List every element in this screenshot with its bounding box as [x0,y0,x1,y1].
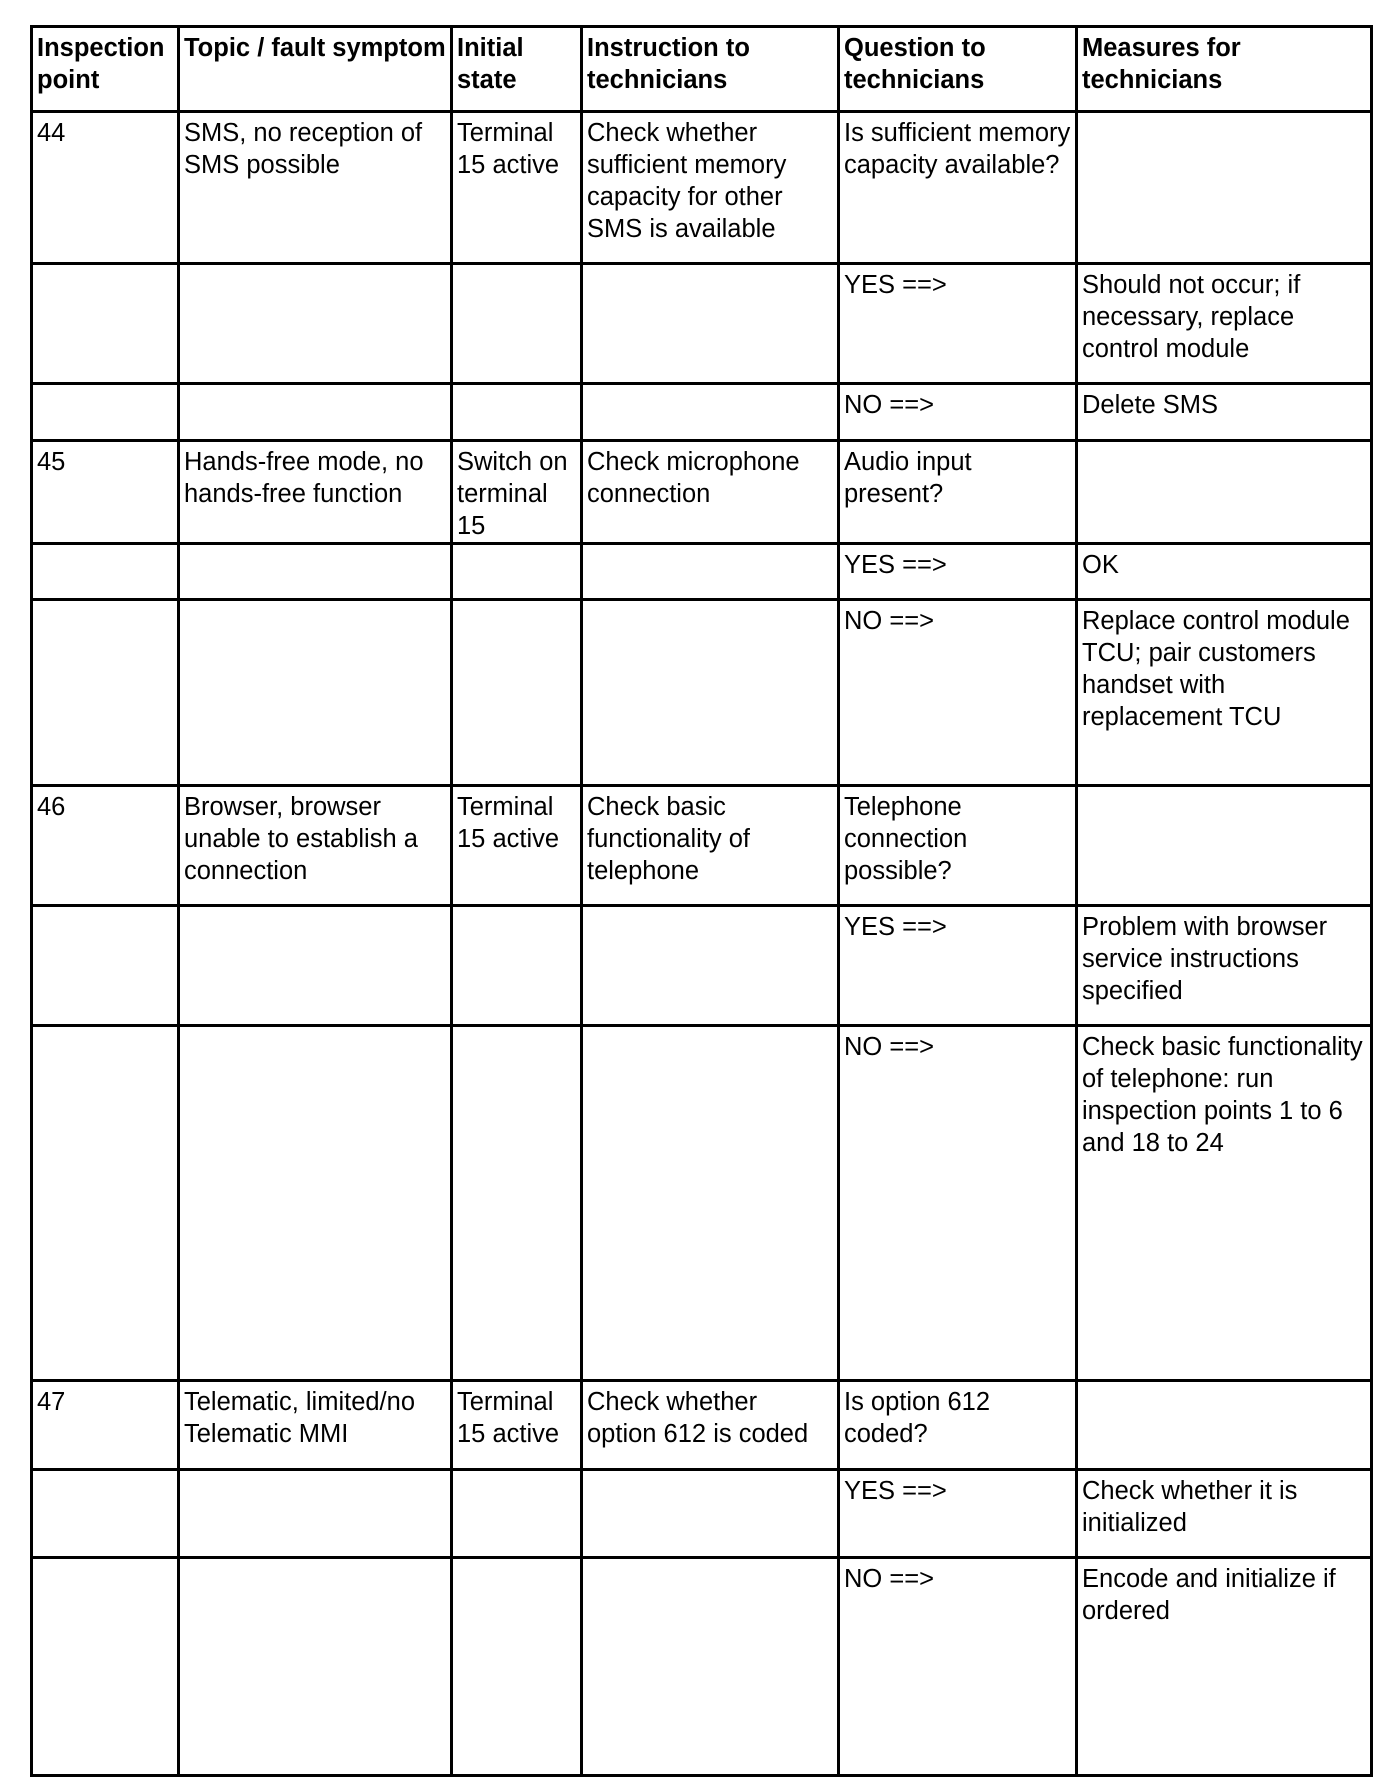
measure-cell [1077,786,1372,906]
table-row [32,1381,1372,1470]
table-row [32,600,1372,786]
measure-cell: Check whether it is initialized [1077,1470,1372,1558]
measure-cell [1077,441,1372,544]
empty-cell [32,384,179,441]
answer-no-cell: NO ==> [839,1026,1077,1381]
empty-cell [179,264,452,384]
empty-cell [582,906,839,1026]
header-initial-state: Initial state [452,27,582,112]
table-row [32,786,1372,906]
table-row [32,441,1372,544]
header-question: Question to technicians [839,27,1077,112]
inspection-point-cell: 47 [32,1381,179,1470]
empty-cell [32,1026,179,1381]
empty-cell [582,1026,839,1381]
answer-no-cell: NO ==> [839,384,1077,441]
measure-cell: OK [1077,544,1372,600]
empty-cell [32,264,179,384]
empty-cell [179,1470,452,1558]
page [30,25,1370,1777]
answer-no-cell: NO ==> [839,1558,1077,1776]
inspection-table [30,25,1373,1777]
answer-no-cell: NO ==> [839,600,1077,786]
instruction-cell: Check microphone connection [582,441,839,544]
header-row [32,27,1372,112]
measure-cell: Delete SMS [1077,384,1372,441]
empty-cell [582,544,839,600]
empty-cell [179,1026,452,1381]
inspection-point-cell: 44 [32,112,179,264]
measure-cell: Encode and initialize if ordered [1077,1558,1372,1776]
empty-cell [452,264,582,384]
empty-cell [452,1558,582,1776]
empty-cell [32,544,179,600]
empty-cell [452,1026,582,1381]
empty-cell [452,544,582,600]
measure-cell [1077,112,1372,264]
empty-cell [582,264,839,384]
empty-cell [582,1470,839,1558]
initial-state-cell: Terminal 15 active [452,1381,582,1470]
table-row [32,264,1372,384]
question-cell: Is option 612 coded? [839,1381,1077,1470]
table-row [32,112,1372,264]
question-cell: Telephone connection possible? [839,786,1077,906]
empty-cell [452,1470,582,1558]
measure-cell [1077,1381,1372,1470]
initial-state-cell: Terminal 15 active [452,786,582,906]
header-instruction: Instruction to technicians [582,27,839,112]
instruction-cell: Check whether sufficient memory capacity for other SMS is available [582,112,839,264]
topic-cell: Browser, browser unable to establish a connection [179,786,452,906]
empty-cell [452,906,582,1026]
empty-cell [179,906,452,1026]
answer-yes-cell: YES ==> [839,1470,1077,1558]
answer-yes-cell: YES ==> [839,906,1077,1026]
table-row [32,906,1372,1026]
table-row [32,1558,1372,1776]
question-cell: Audio input present? [839,441,1077,544]
instruction-cell: Check basic functionality of telephone [582,786,839,906]
instruction-cell: Check whether option 612 is coded [582,1381,839,1470]
empty-cell [179,384,452,441]
empty-cell [179,1558,452,1776]
empty-cell [179,600,452,786]
empty-cell [452,600,582,786]
measure-cell: Replace control module TCU; pair customers handset with replacement TCU [1077,600,1372,786]
table-row [32,1470,1372,1558]
initial-state-cell: Switch on terminal 15 [452,441,582,544]
empty-cell [452,384,582,441]
measure-cell: Problem with browser service instructions specified [1077,906,1372,1026]
inspection-point-cell: 46 [32,786,179,906]
empty-cell [32,1558,179,1776]
table-row [32,384,1372,441]
empty-cell [582,600,839,786]
header-topic: Topic / fault symptom [179,27,452,112]
topic-cell: Telematic, limited/no Telematic MMI [179,1381,452,1470]
topic-cell: SMS, no reception of SMS possible [179,112,452,264]
inspection-point-cell: 45 [32,441,179,544]
topic-cell: Hands-free mode, no hands-free function [179,441,452,544]
empty-cell [582,1558,839,1776]
header-inspection-point: Inspection point [32,27,179,112]
empty-cell [32,1470,179,1558]
measure-cell: Should not occur; if necessary, replace control module [1077,264,1372,384]
initial-state-cell: Terminal 15 active [452,112,582,264]
table-row [32,544,1372,600]
question-cell: Is sufficient memory capacity available? [839,112,1077,264]
empty-cell [582,384,839,441]
answer-yes-cell: YES ==> [839,544,1077,600]
empty-cell [32,600,179,786]
header-measures: Measures for technicians [1077,27,1372,112]
table-row [32,1026,1372,1381]
answer-yes-cell: YES ==> [839,264,1077,384]
empty-cell [32,906,179,1026]
empty-cell [179,544,452,600]
measure-cell: Check basic functionality of telephone: run inspection points 1 to 6 and 18 to 24 [1077,1026,1372,1381]
